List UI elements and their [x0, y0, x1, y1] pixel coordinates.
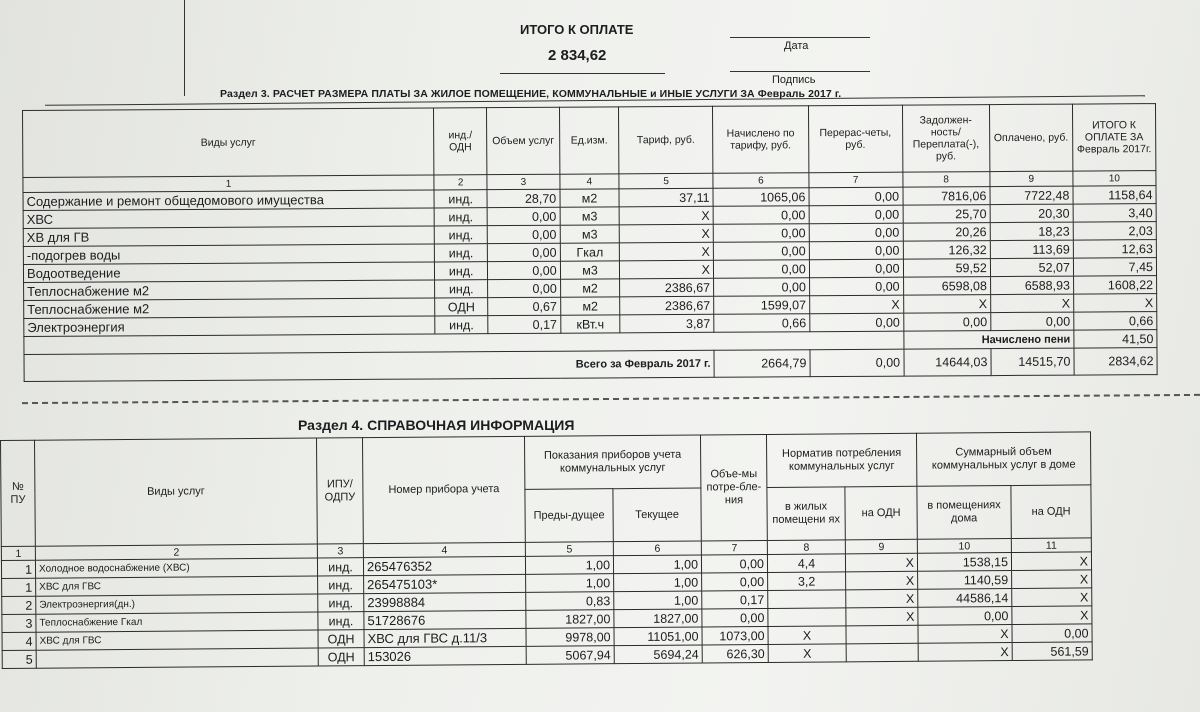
s4-header-curr: Текущее	[613, 488, 701, 542]
s4-col-number: 10	[917, 539, 1011, 554]
s4-header-sum-res: в помещениях дома	[917, 486, 1011, 540]
s3-service-name: ХВ для ГВ	[23, 226, 434, 247]
s4-sum-odn: Х	[1011, 552, 1091, 571]
total-due-label: ИТОГО К ОПЛАТЕ	[520, 22, 634, 37]
s3-cell: 126,32	[903, 241, 990, 260]
s3-cell: 0,00	[488, 243, 561, 261]
section4-header-row-1	[1, 432, 1091, 494]
s4-header-norm-res: в жилых помещени ях	[767, 487, 845, 541]
s3-cell: Х	[620, 242, 714, 261]
s4-service-name	[36, 648, 318, 668]
s4-col-number: 7	[701, 540, 767, 555]
s4-prev-reading: 9978,00	[526, 628, 614, 647]
s3-cell: м3	[560, 207, 620, 225]
s4-row-no: 5	[2, 650, 36, 668]
s4-sum-res: 1538,15	[917, 553, 1011, 572]
s4-sum-res: 44586,14	[918, 589, 1012, 608]
s3-col-header: Оплачено, руб.	[989, 104, 1072, 172]
s3-col-header: Тариф, руб.	[619, 106, 713, 174]
section3-body	[23, 186, 1157, 337]
s4-volume: 0,00	[702, 572, 768, 591]
s4-ipu-type: ОДН	[318, 648, 364, 666]
s3-cell: 0,17	[488, 315, 561, 333]
s4-prev-reading: 1,00	[526, 574, 614, 593]
s4-sum-res: Х	[918, 643, 1012, 662]
s3-cell: 0,00	[809, 223, 903, 242]
s3-cell: кВт.ч	[560, 315, 620, 333]
s4-curr-reading: 11051,00	[614, 627, 702, 646]
s3-cell: м3	[560, 225, 620, 243]
s4-norm-res: Х	[768, 644, 846, 663]
s4-row-no: 4	[2, 632, 36, 650]
s4-service-name: Холодное водоснабжение (ХВС)	[35, 558, 317, 578]
s3-cell: 1599,07	[714, 296, 810, 315]
s3-cell: Х	[903, 295, 990, 314]
s4-curr-reading: 1,00	[614, 591, 702, 610]
date-label: Дата	[784, 40, 809, 52]
s3-cell: 3,87	[620, 314, 714, 333]
total-row-label: Всего за Февраль 2017 г.	[24, 350, 714, 381]
s3-cell: м2	[560, 279, 620, 297]
s3-col-header: Перерас-четы, руб.	[808, 105, 902, 173]
s4-col-number: 4	[363, 542, 525, 557]
s3-cell: 20,30	[990, 204, 1073, 223]
s3-cell: инд.	[434, 226, 487, 244]
s3-col-header: ИТОГО К ОПЛАТЕ ЗА Февраль 2017г.	[1072, 104, 1156, 172]
s3-cell: 7,45	[1073, 258, 1156, 277]
s4-sum-odn: Х	[1012, 570, 1092, 589]
s3-cell: 0,00	[809, 277, 903, 296]
s4-row-no: 1	[1, 560, 35, 578]
s4-header-norm: Норматив потребления коммунальных услуг	[766, 433, 916, 487]
total-row	[24, 348, 1157, 382]
s4-meter-number: 51728676	[364, 610, 526, 629]
s4-ipu-type: инд.	[318, 594, 364, 612]
s4-curr-reading: 1827,00	[614, 609, 702, 628]
s3-cell: м3	[560, 261, 620, 279]
s3-cell: 37,11	[619, 188, 713, 207]
s3-col-header: инд./ ОДН	[434, 108, 488, 175]
s3-cell: 0,00	[713, 206, 809, 225]
s3-col-header: Начислено по тарифу, руб.	[712, 106, 808, 174]
s4-header-volume: Объе-мы потре-бле-ния	[700, 434, 767, 541]
total-row-value: 14515,70	[991, 348, 1074, 376]
s3-service-name: Теплоснабжение м2	[24, 298, 435, 319]
s3-cell: инд.	[434, 190, 487, 208]
s4-row-no: 1	[2, 578, 36, 596]
s4-header-readings: Показания приборов учета коммунальных услуг	[524, 435, 700, 489]
section3-header-row	[23, 104, 1156, 178]
s3-cell: 2386,67	[620, 278, 714, 297]
s3-cell: 0,00	[809, 259, 903, 278]
s3-service-name: -подогрев воды	[23, 244, 434, 265]
section4-body	[1, 552, 1092, 669]
s3-service-name: Электроэнергия	[24, 316, 435, 337]
s4-sum-odn: 561,59	[1012, 642, 1092, 661]
s4-col-number: 1	[1, 546, 35, 560]
s4-row-no: 3	[2, 614, 36, 632]
s3-cell: 0,00	[713, 224, 809, 243]
s3-col-number: 4	[560, 174, 620, 189]
section3-title: Раздел 3. РАСЧЕТ РАЗМЕРА ПЛАТЫ ЗА ЖИЛОЕ ПОМЕЩЕНИЕ, КОММУНАЛЬНЫЕ и ИНЫЕ УСЛУГИ ЗА Февраль 2017 г.	[220, 88, 842, 100]
s4-volume: 0,00	[701, 554, 767, 573]
s3-cell: 6598,08	[903, 277, 990, 296]
s3-cell: инд.	[434, 262, 487, 280]
total-row-value: 0,00	[810, 349, 904, 377]
s3-service-name: ХВС	[23, 208, 434, 229]
s4-norm-res	[768, 590, 846, 609]
s4-header-norm-odn: на ОДН	[845, 486, 917, 540]
s3-cell: 0,00	[809, 205, 903, 224]
s3-cell: Х	[1074, 294, 1157, 313]
s3-cell: ОДН	[435, 298, 488, 316]
s3-cell: 0,66	[1074, 312, 1157, 331]
s3-cell: 3,40	[1073, 204, 1156, 223]
signature-label: Подпись	[772, 74, 816, 86]
s3-col-number: 1	[23, 175, 434, 193]
s4-volume: 1073,00	[702, 626, 768, 645]
s3-col-number: 8	[902, 172, 989, 188]
s3-col-header: Задолжен-ность/ Переплата(-), руб.	[902, 105, 990, 173]
s3-cell: 52,07	[990, 258, 1073, 277]
s3-cell: 0,00	[713, 242, 809, 261]
s3-cell: 113,69	[990, 240, 1073, 259]
s4-meter-number: 265476352	[363, 556, 525, 575]
s3-cell: Х	[809, 295, 903, 314]
s3-cell: 28,70	[487, 189, 560, 207]
s4-col-number: 11	[1011, 538, 1091, 553]
s4-meter-number: 23998884	[364, 592, 526, 611]
s4-sum-odn: Х	[1012, 588, 1092, 607]
s4-col-number: 5	[525, 542, 613, 557]
s4-volume: 0,00	[702, 608, 768, 627]
s4-sum-res: 0,00	[918, 607, 1012, 626]
s3-cell: 7722,48	[990, 186, 1073, 205]
margin-line	[184, 0, 185, 96]
s3-cell: 25,70	[903, 205, 990, 224]
s3-cell: 0,00	[809, 187, 903, 206]
s4-prev-reading: 1827,00	[526, 610, 614, 629]
s3-cell: м2	[560, 189, 620, 207]
s3-service-name: Теплоснабжение м2	[24, 280, 435, 301]
s4-col-number: 8	[767, 540, 845, 555]
s4-prev-reading: 5067,94	[526, 646, 614, 665]
penalty-value: 41,50	[1074, 330, 1157, 349]
s3-col-number: 5	[619, 173, 713, 189]
s4-norm-res: 3,2	[768, 572, 846, 591]
total-row-value: 2834,62	[1074, 348, 1157, 376]
s4-header-service: Виды услуг	[35, 438, 318, 546]
s3-cell: 2,03	[1073, 222, 1156, 241]
s3-col-number: 2	[434, 175, 487, 190]
section3-table	[22, 103, 1158, 382]
s4-meter-number: ХВС для ГВС д.11/3	[364, 628, 526, 647]
s4-volume: 626,30	[702, 644, 768, 663]
s4-prev-reading: 0,83	[526, 592, 614, 611]
s3-cell: инд.	[435, 280, 488, 298]
s3-cell: 0,00	[488, 261, 561, 279]
s3-cell: 0,00	[991, 312, 1074, 331]
s3-cell: 0,00	[809, 241, 903, 260]
s4-norm-res: 4,4	[767, 554, 845, 573]
s4-sum-res: Х	[918, 625, 1012, 644]
s3-cell: 20,26	[903, 223, 990, 242]
s3-cell: 0,66	[714, 314, 810, 333]
s4-header-sum: Суммарный объем коммунальных услуг в доме	[916, 432, 1090, 486]
total-due-value: 2 834,62	[548, 47, 607, 64]
s4-service-name: Электроэнергия(дн.)	[36, 594, 318, 614]
s4-norm-res: Х	[768, 626, 846, 645]
s3-cell: 0,67	[488, 297, 561, 315]
s4-meter-number: 265475103*	[364, 574, 526, 593]
s4-col-number: 3	[317, 544, 363, 558]
s4-header-meter: Номер прибора учета	[362, 436, 525, 543]
s4-norm-odn: Х	[845, 553, 917, 572]
s4-sum-odn: Х	[1012, 606, 1092, 625]
s3-service-name: Водоотведение	[23, 262, 434, 283]
s4-service-name: ХВС для ГВС	[36, 576, 318, 596]
s4-sum-odn: 0,00	[1012, 624, 1092, 643]
section-separator	[22, 394, 1200, 404]
s3-cell: 0,00	[714, 278, 810, 297]
s4-norm-odn	[846, 625, 918, 644]
s4-header-sum-odn: на ОДН	[1011, 485, 1091, 539]
s4-header-ipu: ИПУ/ ОДПУ	[316, 438, 363, 544]
s4-service-name: Теплоснабжение Гкал	[36, 612, 318, 632]
s4-col-number: 6	[613, 541, 701, 556]
s3-cell: Гкал	[560, 243, 620, 261]
s4-norm-res	[768, 608, 846, 627]
s3-cell: 1065,06	[713, 188, 809, 207]
s3-cell: 7816,06	[903, 187, 990, 206]
s3-cell: 18,23	[990, 222, 1073, 241]
s4-row-no: 2	[2, 596, 36, 614]
s3-cell: м2	[560, 297, 620, 315]
s3-cell: 12,63	[1073, 240, 1156, 259]
s4-norm-odn: Х	[846, 589, 918, 608]
s4-ipu-type: ОДН	[318, 630, 364, 648]
s3-cell: 2386,67	[620, 296, 714, 315]
s4-norm-odn	[846, 643, 918, 662]
penalty-label: Начислено пени	[903, 330, 1073, 349]
s4-norm-odn: Х	[846, 571, 918, 590]
s4-norm-odn: Х	[846, 607, 918, 626]
s4-curr-reading: 1,00	[613, 555, 701, 574]
s3-cell: Х	[619, 206, 713, 225]
s4-header-prev: Преды-дущее	[525, 489, 613, 543]
s4-col-number: 9	[845, 539, 917, 554]
s3-cell: 0,00	[487, 207, 560, 225]
s4-prev-reading: 1,00	[525, 556, 613, 575]
s4-ipu-type: инд.	[318, 612, 364, 630]
s3-cell: Х	[990, 294, 1073, 313]
s4-curr-reading: 5694,24	[614, 645, 702, 664]
s3-cell: 1158,64	[1073, 186, 1156, 205]
s3-cell: Х	[620, 260, 714, 279]
s3-col-number: 7	[809, 172, 903, 188]
s4-sum-res: 1140,59	[918, 571, 1012, 590]
s4-service-name: ХВС для ГВС	[36, 630, 318, 650]
s3-col-number: 6	[713, 173, 809, 189]
s3-cell: 6588,93	[990, 276, 1073, 295]
total-row-value: 2664,79	[714, 350, 810, 378]
s3-cell: 0,00	[903, 313, 990, 332]
s3-col-header: Ед.изм.	[559, 107, 619, 174]
section4-title: Раздел 4. СПРАВОЧНАЯ ИНФОРМАЦИЯ	[298, 417, 575, 433]
s3-col-number: 3	[487, 174, 559, 189]
section4-table	[0, 431, 1093, 669]
s4-col-number: 2	[35, 544, 317, 560]
s3-cell: 0,00	[810, 313, 904, 332]
s4-curr-reading: 1,00	[614, 573, 702, 592]
s4-volume: 0,17	[702, 590, 768, 609]
s3-cell: инд.	[434, 208, 487, 226]
s3-cell: 0,00	[713, 260, 809, 279]
s4-header-no: № ПУ	[1, 440, 36, 546]
s3-cell: Х	[620, 224, 714, 243]
s3-col-header: Объем услуг	[487, 107, 560, 174]
s4-ipu-type: инд.	[318, 576, 364, 594]
s3-cell: 59,52	[903, 259, 990, 278]
s4-ipu-type: инд.	[317, 558, 363, 576]
s3-cell: 1608,22	[1073, 276, 1156, 295]
s3-service-name: Содержание и ремонт общедомового имущества	[23, 190, 434, 211]
s3-cell: 0,00	[488, 279, 561, 297]
s3-cell: 0,00	[487, 225, 560, 243]
total-underline	[500, 73, 665, 74]
s3-col-header: Виды услуг	[23, 108, 434, 178]
total-row-value: 14644,03	[904, 349, 991, 377]
date-line	[730, 37, 870, 38]
signature-line	[730, 71, 870, 72]
s3-col-number: 9	[990, 171, 1073, 187]
s3-cell: инд.	[435, 316, 488, 334]
s4-meter-number: 153026	[364, 646, 526, 665]
s3-cell: инд.	[434, 244, 487, 262]
s3-col-number: 10	[1073, 171, 1156, 187]
